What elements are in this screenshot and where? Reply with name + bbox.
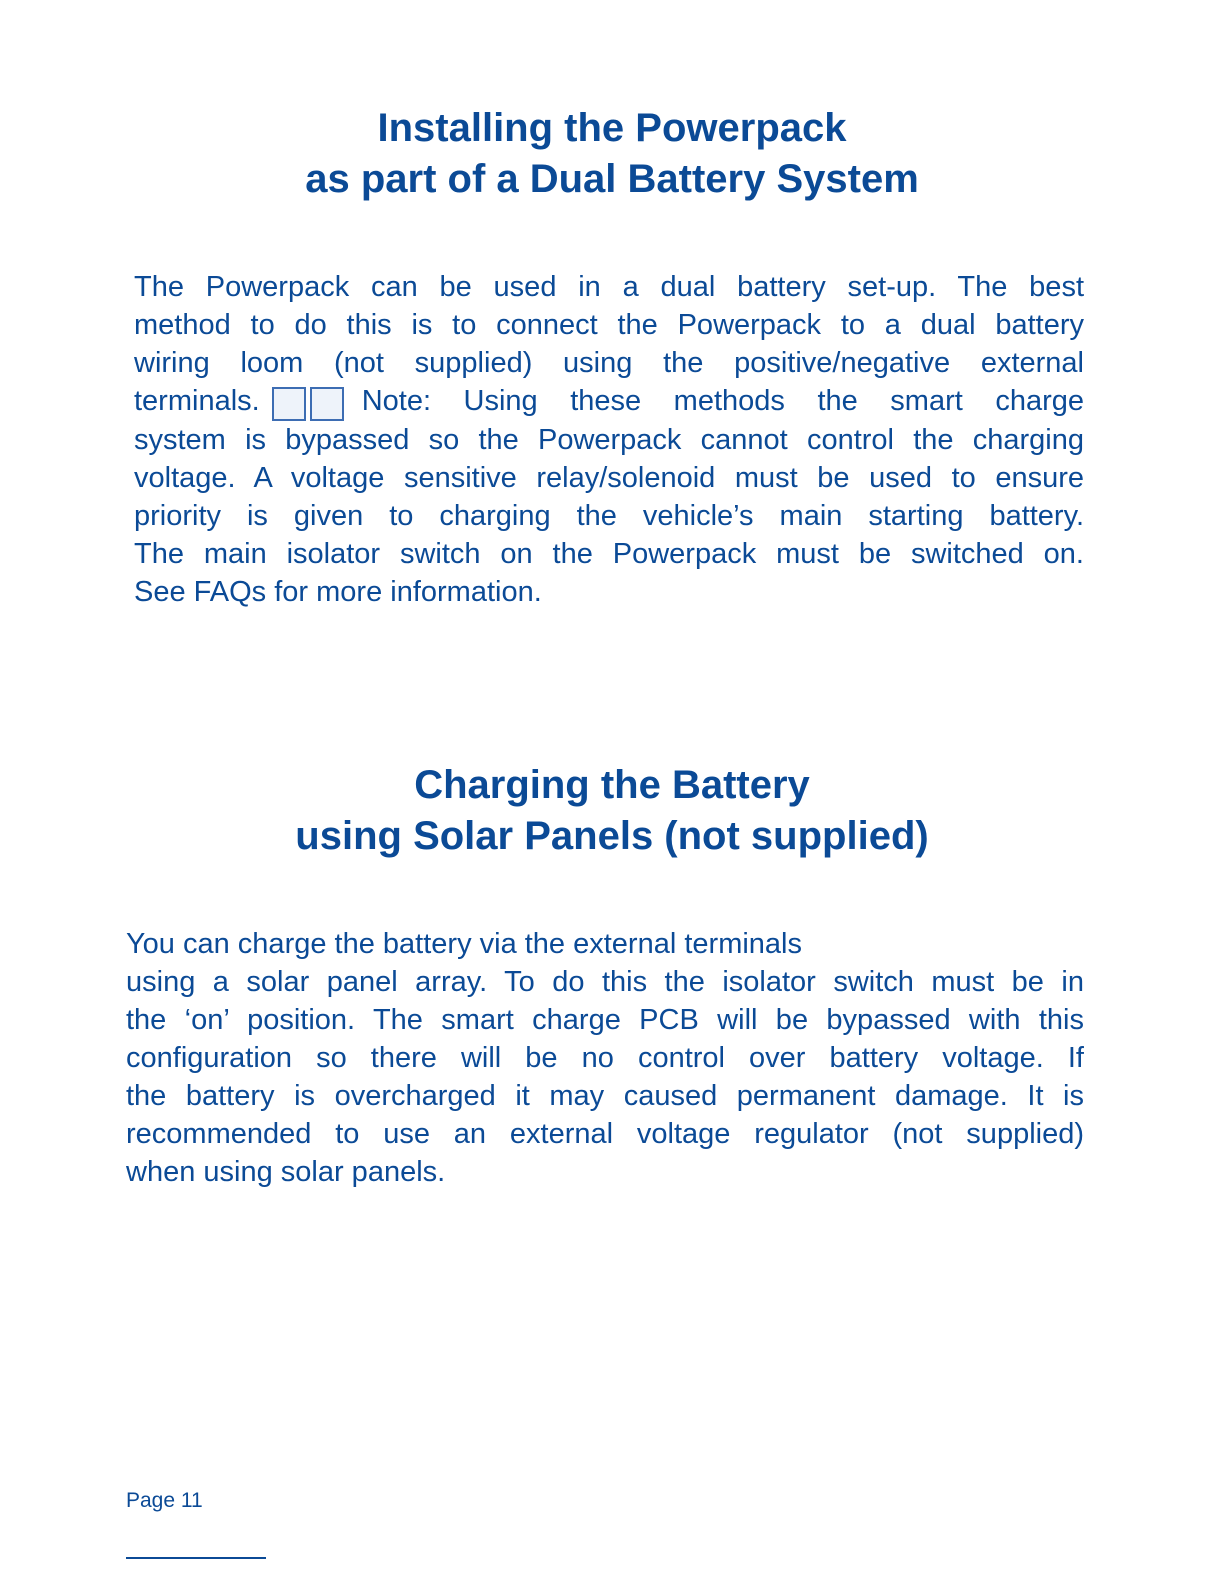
- paragraph-line-end: Note: Using these methods the smart charge: [361, 385, 1084, 417]
- footer-rule: [126, 1557, 266, 1559]
- terminal-icons: [272, 383, 348, 421]
- paragraph-line: See FAQs for more information.: [134, 576, 542, 609]
- paragraph-line-start: terminals.: [134, 385, 260, 417]
- paragraph-line: method to do this is to connect the Powerpack to a dual battery: [134, 309, 1084, 341]
- paragraph-line: the battery is overcharged it may caused permanent damage. It is: [126, 1080, 1084, 1112]
- paragraph-line: configuration so there will be no control over battery voltage. If: [126, 1042, 1084, 1074]
- section2-title-line1: Charging the Battery: [414, 763, 810, 807]
- section1-title-line2: as part of a Dual Battery System: [305, 157, 919, 201]
- paragraph-line: using a solar panel array. To do this the isolator switch must be in: [126, 966, 1084, 998]
- negative-terminal-icon: [310, 387, 344, 421]
- section2-title: [0, 760, 1224, 862]
- paragraph-line: the ‘on’ position. The smart charge PCB will be bypassed with this: [126, 1004, 1084, 1036]
- paragraph-line: priority is given to charging the vehicle’s main starting battery.: [134, 500, 1084, 533]
- paragraph-line: You can charge the battery via the external terminals: [126, 928, 802, 960]
- paragraph-line: The main isolator switch on the Powerpack must be switched on.: [134, 538, 1084, 571]
- section1-title: [0, 103, 1224, 205]
- paragraph-line: recommended to use an external voltage regulator (not supplied): [126, 1118, 1084, 1150]
- section1-paragraph: [134, 268, 1084, 611]
- paragraph-line-with-terminal-icons: [134, 382, 1084, 421]
- paragraph-line: The Powerpack can be used in a dual battery set-up. The best: [134, 271, 1084, 303]
- page-number: Page 11: [126, 1489, 203, 1512]
- paragraph-line: wiring loom (not supplied) using the positive/negative external: [134, 347, 1084, 379]
- section2-title-line2: using Solar Panels (not supplied): [295, 814, 929, 858]
- positive-terminal-icon: [272, 387, 306, 421]
- paragraph-line: when using solar panels.: [126, 1156, 446, 1188]
- paragraph-line: voltage. A voltage sensitive relay/solenoid must be used to ensure: [134, 462, 1084, 495]
- paragraph-line: system is bypassed so the Powerpack cannot control the charging: [134, 424, 1084, 457]
- section2-paragraph: [126, 925, 1084, 1191]
- section1-title-line1: Installing the Powerpack: [377, 106, 847, 150]
